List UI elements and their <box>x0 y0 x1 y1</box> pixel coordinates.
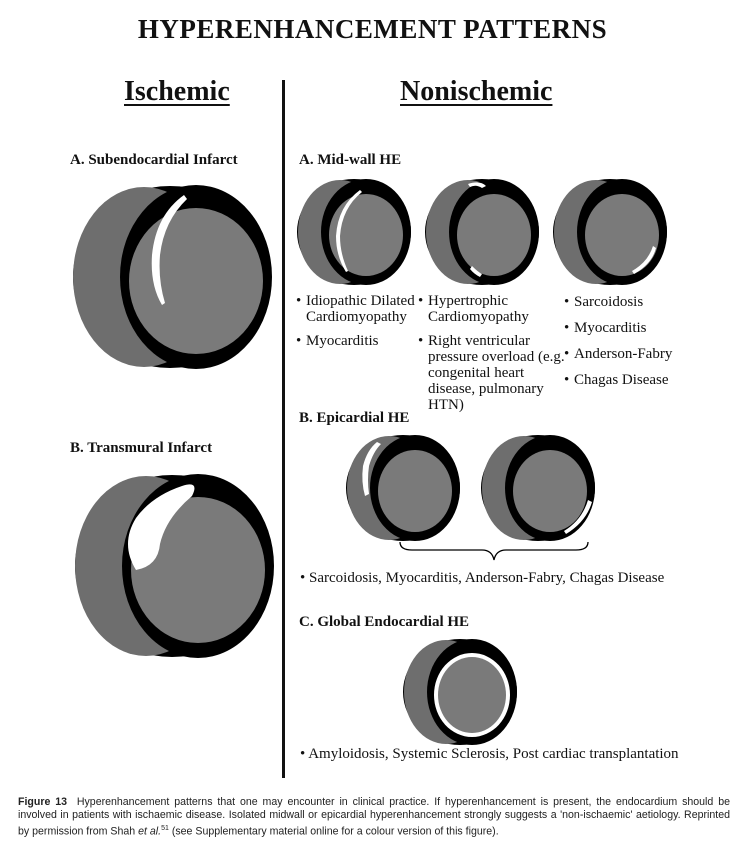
epicardial-he-diagram-1 <box>345 434 461 542</box>
caption-label: Figure 13 <box>18 796 68 808</box>
global-endocardial-he-label: C. Global Endocardial HE <box>299 614 470 630</box>
caption-text: Hyperenhancement patterns that one may encounter in clinical practice. If hyperenhancement is present, the endocardium should be involved in patients with ischaemic disease. Isolated midwall or epicardial hyperenhancement strongly suggests a 'non-ischaemic' aetiology. Reprinted by permission from Shah <box>18 796 730 838</box>
list-item: • Hypertrophic Cardiomyopathy <box>418 293 529 325</box>
figure-caption <box>18 796 730 839</box>
midwall-he-label: A. Mid-wall HE <box>299 152 402 168</box>
list-item: • Myocarditis <box>296 333 379 349</box>
transmural-infarct-diagram <box>74 474 274 659</box>
list-item: • Anderson-Fabry <box>564 346 673 362</box>
epicardial-brace <box>398 540 590 562</box>
midwall-he-diagram-2 <box>424 178 540 286</box>
nonischemic-heading: Nonischemic <box>400 76 553 107</box>
list-item: • Idiopathic Dilated Cardiomyopathy <box>296 293 415 325</box>
list-item: • Right ventricular pressure overload (e.g. congenital heart disease, pulmonary HTN) <box>418 333 565 413</box>
list-item: • Chagas Disease <box>564 372 669 388</box>
figure-title: HYPERENHANCEMENT PATTERNS <box>137 14 608 44</box>
column-divider <box>282 80 285 778</box>
list-item: • Sarcoidosis <box>564 294 644 310</box>
midwall-he-diagram-1 <box>296 178 412 286</box>
midwall-list-3 <box>564 293 694 397</box>
list-item: • Myocarditis <box>564 320 647 336</box>
epicardial-he-diagram-2 <box>480 434 596 542</box>
global-endocardial-list: • Amyloidosis, Systemic Sclerosis, Post cardiac transplantation <box>300 746 679 762</box>
caption-italic: et al. <box>138 825 162 838</box>
midwall-list-1 <box>296 293 424 357</box>
subendocardial-infarct-diagram <box>72 185 272 370</box>
midwall-he-diagram-3 <box>552 178 668 286</box>
global-endocardial-he-diagram <box>402 638 518 746</box>
epicardial-list: • Sarcoidosis, Myocarditis, Anderson-Fabry, Chagas Disease <box>300 570 665 586</box>
midwall-list-2 <box>418 293 566 421</box>
epicardial-he-label: B. Epicardial HE <box>299 410 410 426</box>
caption-reference: 51 <box>161 825 169 832</box>
subendocardial-infarct-label: A. Subendocardial Infarct <box>70 152 238 168</box>
transmural-infarct-label: B. Transmural Infarct <box>70 440 213 456</box>
caption-tail: (see Supplementary material online for a colour version of this figure). <box>168 825 499 838</box>
ischemic-heading: Ischemic <box>124 76 230 107</box>
